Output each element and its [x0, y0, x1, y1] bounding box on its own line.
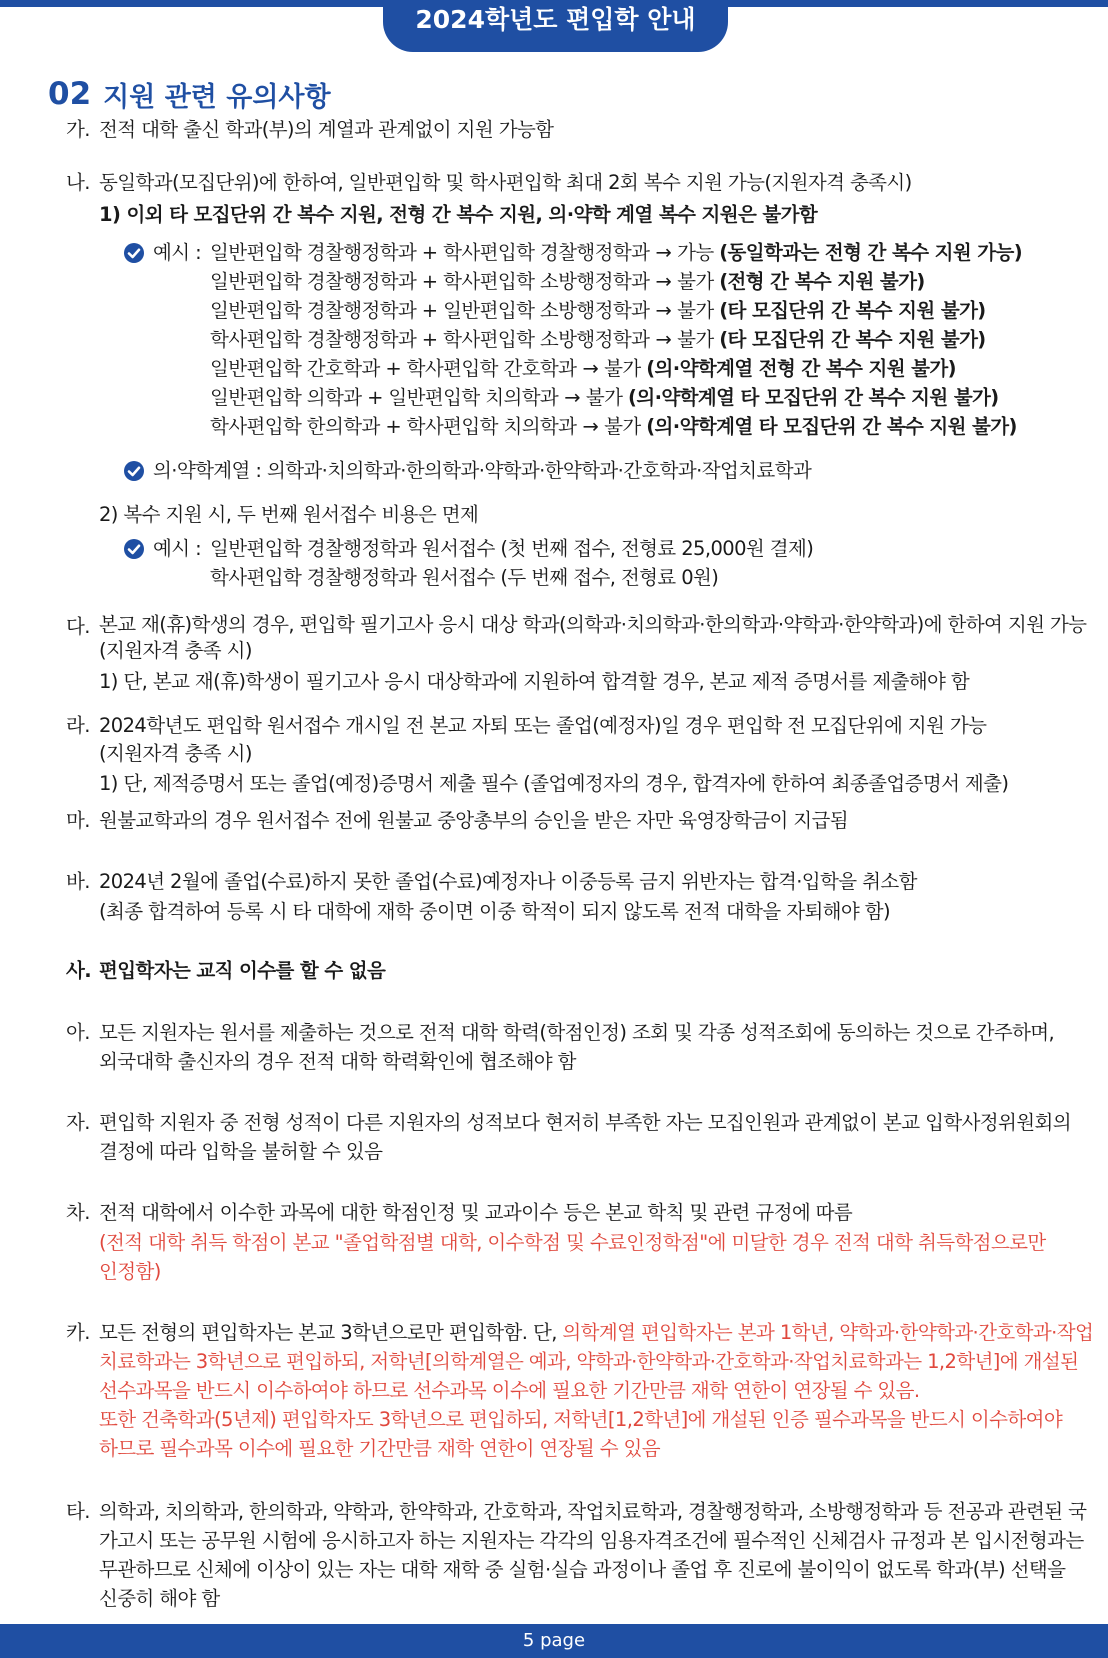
item-na-sub2: 2) 복수 지원 시, 두 번째 원서접수 비용은 면제: [99, 503, 479, 526]
item-da-marker: 다.: [66, 615, 90, 638]
example-left: 학사편입학 경찰행정학과 + 학사편입학 소방행정학과: [210, 328, 650, 351]
example-note: (의·약학계열 타 모집단위 간 복수 지원 불가): [628, 386, 999, 409]
item-na-text: 동일학과(모집단위)에 한하여, 일반편입학 및 학사편입학 최대 2회 복수 지원 가능(지원자격 충족시): [99, 171, 912, 194]
item-ka-line3: 선수과목을 반드시 이수하여야 하므로 선수과목 이수에 필요한 기간만큼 재학 연한이 연장될 수 있음.: [99, 1379, 920, 1402]
item-ra-line2: (지원자격 충족 시): [99, 742, 252, 765]
item-ta-line3: 무관하므로 신체에 이상이 있는 자는 대학 재학 중 실험·실습 과정이나 졸업 후 진로에 불이익이 없도록 학과(부) 선택을: [99, 1558, 1066, 1581]
item-cha-line1: 전적 대학에서 이수한 과목에 대한 학점인정 및 교과이수 등은 본교 학칙 및 관련 규정에 따름: [99, 1201, 853, 1224]
item-ta-line2: 가고시 또는 공무원 시험에 응시하고자 하는 지원자는 각각의 임용자격조건에 필수적인 신체검사 규정과 본 입시전형과는: [99, 1529, 1084, 1552]
item-ja-line2: 결정에 따라 입학을 불허할 수 있음: [99, 1140, 383, 1163]
item-ba-line2: (최종 합격하여 등록 시 타 대학에 재학 중이면 이중 학적이 되지 않도록 전적 대학을 자퇴해야 함): [99, 900, 891, 923]
example-result: 불가: [677, 299, 714, 322]
example-row: [210, 269, 925, 295]
page-number: 5 page: [522, 1630, 586, 1651]
example-row: [210, 414, 1017, 440]
item-ta-line1: 의학과, 치의학과, 한의학과, 약학과, 한약학과, 간호학과, 작업치료학과, 경찰행정학과, 소방행정학과 등 전공과 관련된 국: [99, 1500, 1087, 1523]
item-da-line3: 1) 단, 본교 재(휴)학생이 필기고사 응시 대상학과에 지원하여 합격할 경우, 본교 제적 증명서를 제출해야 함: [99, 670, 970, 693]
item-ka-line4: 또한 건축학과(5년제) 편입학자도 3학년으로 편입하되, 저학년[1,2학년]에 개설된 인증 필수과목을 반드시 이수하여야: [99, 1408, 1063, 1431]
example-note: (의·약학계열 타 모집단위 간 복수 지원 불가): [646, 415, 1017, 438]
section-heading: [48, 72, 331, 116]
item-a-marker: 아.: [66, 1021, 90, 1044]
item-ja-line1: 편입학 지원자 중 전형 성적이 다른 지원자의 성적보다 현저히 부족한 자는 모집인원과 관계없이 본교 입학사정위원회의: [99, 1111, 1071, 1134]
example-result: 불가: [585, 386, 623, 409]
example-note: (전형 간 복수 지원 불가): [719, 270, 925, 293]
item-ma-text: 원불교학과의 경우 원서접수 전에 원불교 중앙총부의 승인을 받은 자만 육영장학금이 지급됨: [99, 809, 848, 832]
item-da-line1: 본교 재(휴)학생의 경우, 편입학 필기고사 응시 대상 학과(의학과·치의학과·한의학과·약학과·한약학과)에 한하여 지원 가능: [99, 613, 1087, 636]
example-result: 가능: [677, 241, 714, 264]
example-left: 일반편입학 간호학과 + 학사편입학 간호학과: [210, 357, 577, 380]
arrow-right-icon: →: [655, 241, 672, 264]
check-circle-icon: [124, 461, 144, 481]
example-row: [210, 356, 956, 382]
example-row: [210, 298, 986, 324]
example-result: 불가: [677, 328, 714, 351]
page-header-tab: [383, 0, 728, 52]
page-footer: [0, 1624, 1108, 1658]
item-cha-line3: 인정함): [99, 1260, 161, 1283]
item-ta-line4: 신중히 해야 함: [99, 1587, 220, 1610]
item-ta-marker: 타.: [66, 1500, 90, 1523]
example-left: 일반편입학 경찰행정학과 + 학사편입학 경찰행정학과: [210, 241, 650, 264]
example-note: (타 모집단위 간 복수 지원 불가): [719, 299, 986, 322]
fee-example-line: 일반편입학 경찰행정학과 원서접수 (첫 번째 접수, 전형료 25,000원 결제): [210, 537, 814, 560]
header-title: 2024학년도 편입학 안내: [415, 5, 696, 34]
example-result: 불가: [604, 415, 641, 438]
arrow-right-icon: →: [582, 357, 599, 380]
item-ka-marker: 카.: [66, 1321, 90, 1344]
section-title: 지원 관련 유의사항: [103, 81, 331, 113]
item-ra-line1: 2024학년도 편입학 원서접수 개시일 전 본교 자퇴 또는 졸업(예정자)일 경우 편입학 전 모집단위에 지원 가능: [99, 714, 987, 737]
item-ja-marker: 자.: [66, 1111, 90, 1134]
example-result: 불가: [677, 270, 714, 293]
item-ka-line2: 치료학과는 3학년으로 편입하되, 저학년[의학계열은 예과, 약학과·한약학과·간호학과·작업치료학과는 1,2학년]에 개설된: [99, 1350, 1079, 1373]
medical-fields: 의·약학계열 : 의학과·치의학과·한의학과·약학과·한약학과·간호학과·작업치료학과: [153, 459, 812, 482]
item-ba-line1: 2024년 2월에 졸업(수료)하지 못한 졸업(수료)예정자나 이중등록 금지 위반자는 합격·입학을 취소함: [99, 870, 917, 893]
arrow-right-icon: →: [655, 270, 672, 293]
item-ma-marker: 마.: [66, 809, 90, 832]
example-label: 예시 :: [153, 241, 202, 264]
item-a-line2: 외국대학 출신자의 경우 전적 대학 학력확인에 협조해야 함: [99, 1050, 576, 1073]
item-da-line2: (지원자격 충족 시): [99, 639, 252, 662]
example-note: (타 모집단위 간 복수 지원 불가): [719, 328, 986, 351]
example-note: (의·약학계열 전형 간 복수 지원 불가): [646, 357, 956, 380]
item-ka-line1-red: 의학계열 편입학자는 본과 1학년, 약학과·한약학과·간호학과·작업: [562, 1321, 1094, 1344]
example-row: [210, 385, 999, 411]
item-na-sub1: 1) 이외 타 모집단위 간 복수 지원, 전형 간 복수 지원, 의·약학 계열 복수 지원은 불가함: [99, 203, 818, 226]
arrow-right-icon: →: [564, 386, 580, 409]
item-ba-marker: 바.: [66, 870, 90, 893]
example-left: 학사편입학 한의학과 + 학사편입학 치의학과: [210, 415, 577, 438]
example-result: 불가: [604, 357, 641, 380]
item-cha-marker: 차.: [66, 1201, 90, 1224]
check-circle-icon: [124, 243, 144, 263]
arrow-right-icon: →: [655, 328, 672, 351]
item-ga-marker: 가.: [66, 118, 90, 141]
item-ra-marker: 라.: [66, 714, 90, 737]
example-left: 일반편입학 경찰행정학과 + 학사편입학 소방행정학과: [210, 270, 650, 293]
example-note: (동일학과는 전형 간 복수 지원 가능): [719, 241, 1023, 264]
arrow-right-icon: →: [655, 299, 672, 322]
item-ka-line5: 하므로 필수과목 이수에 필요한 기간만큼 재학 연한이 연장될 수 있음: [99, 1437, 661, 1460]
item-cha-line2: (전적 대학 취득 학점이 본교 "졸업학점별 대학, 이수학점 및 수료인정학점"에 미달한 경우 전적 대학 취득학점으로만: [99, 1231, 1046, 1254]
example-row: [210, 327, 986, 353]
check-circle-icon: [124, 539, 144, 559]
item-ka-line1: [99, 1320, 1093, 1346]
fee-example-label: 예시 :: [153, 537, 202, 560]
example-left: 일반편입학 의학과 + 일반편입학 치의학과: [210, 386, 559, 409]
item-ra-line3: 1) 단, 제적증명서 또는 졸업(예정)증명서 제출 필수 (졸업예정자의 경우, 합격자에 한하여 최종졸업증명서 제출): [99, 772, 1009, 795]
fee-example-line: 학사편입학 경찰행정학과 원서접수 (두 번째 접수, 전형료 0원): [210, 566, 719, 589]
item-ka-line1-plain: 모든 전형의 편입학자는 본교 3학년으로만 편입학함. 단,: [99, 1321, 563, 1344]
item-sa-text: 편입학자는 교직 이수를 할 수 없음: [99, 959, 386, 982]
example-left: 일반편입학 경찰행정학과 + 일반편입학 소방행정학과: [210, 299, 650, 322]
item-sa-marker: 사.: [66, 959, 92, 982]
item-na-marker: 나.: [66, 171, 90, 194]
item-ga-text: 전적 대학 출신 학과(부)의 계열과 관계없이 지원 가능함: [99, 118, 554, 141]
example-row: [210, 240, 1022, 266]
item-a-line1: 모든 지원자는 원서를 제출하는 것으로 전적 대학 학력(학점인정) 조회 및 각종 성적조회에 동의하는 것으로 간주하며,: [99, 1021, 1055, 1044]
arrow-right-icon: →: [582, 415, 599, 438]
section-number: 02: [48, 76, 92, 112]
